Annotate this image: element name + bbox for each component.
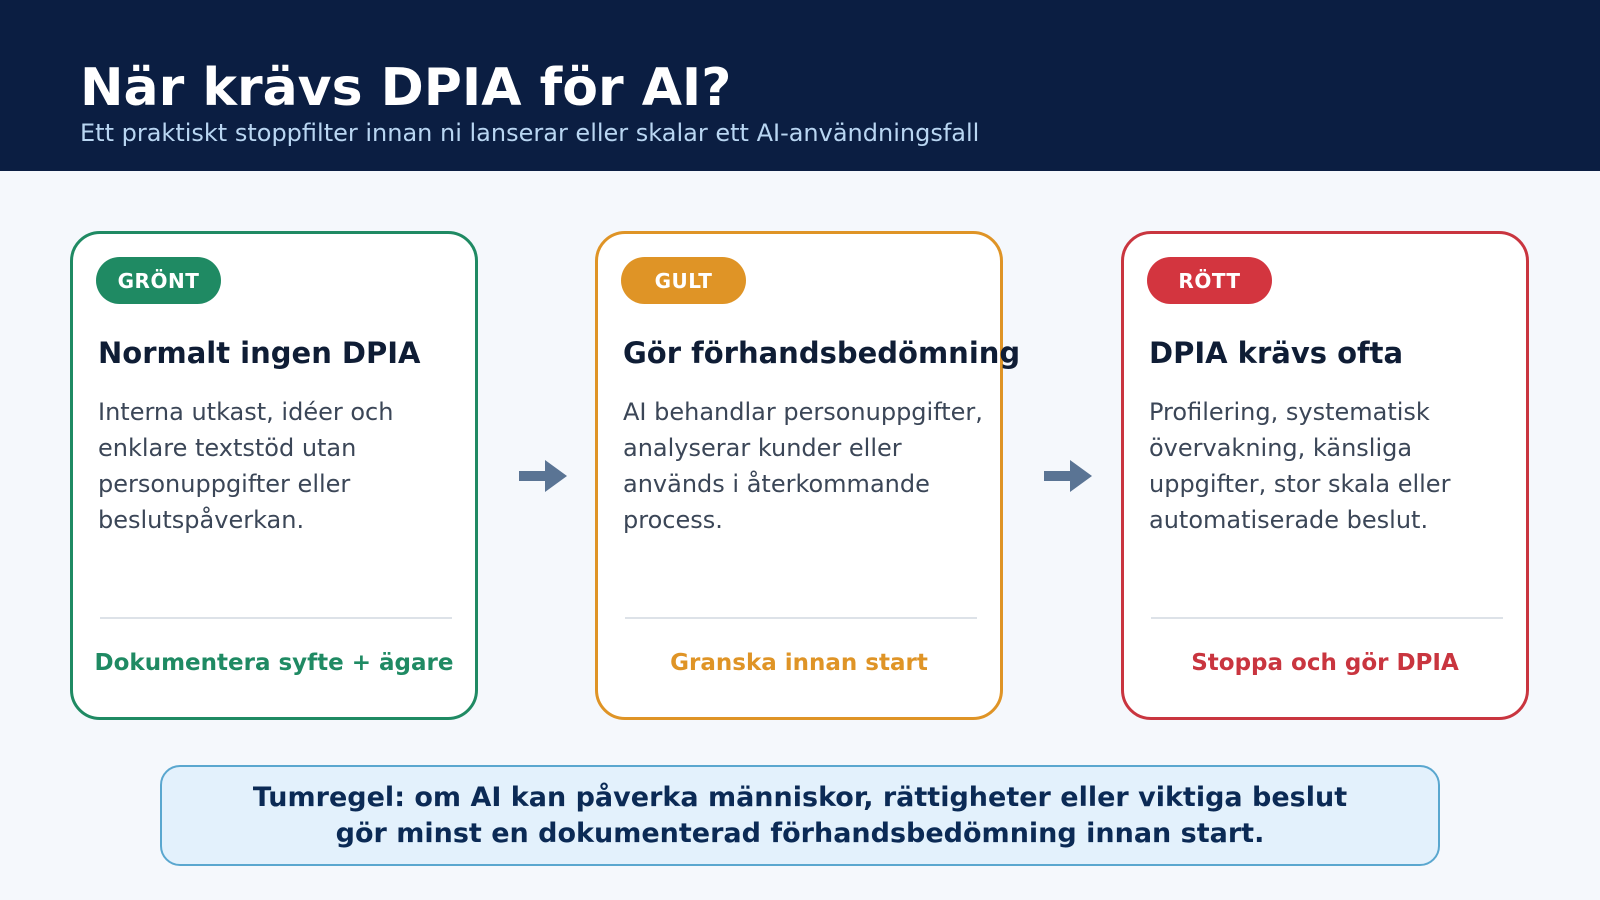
- card-yellow-divider: [625, 617, 977, 619]
- card-green-description: Interna utkast, idéer och enklare textstöd utan personuppgifter eller beslutspåverkan.: [98, 398, 394, 534]
- card-red-description: Profilering, systematisk övervakning, känsliga uppgifter, stor skala eller automatiserade beslut.: [1149, 398, 1451, 534]
- card-red: [1121, 231, 1529, 720]
- rule-of-thumb-line-2: gör minst en dokumenterad förhandsbedömning innan start.: [335, 817, 1265, 849]
- page-subtitle: Ett praktiskt stoppfilter innan ni lanserar eller skalar ett AI-användningsfall: [80, 119, 980, 147]
- card-yellow: [595, 231, 1021, 720]
- card-green-divider: [100, 617, 452, 619]
- card-yellow-title: Gör förhandsbedömning: [623, 336, 1021, 370]
- header-banner: [0, 0, 1600, 171]
- page-title: När krävs DPIA för AI?: [80, 58, 732, 118]
- rule-of-thumb-box: [160, 765, 1440, 866]
- card-yellow-action: Granska innan start: [670, 650, 928, 676]
- badge-yellow: GULT: [621, 257, 746, 304]
- arrow-right-icon: [1044, 460, 1092, 492]
- card-yellow-description: AI behandlar personuppgifter, analyserar kunder eller används i återkommande process.: [623, 398, 983, 534]
- badge-green: GRÖNT: [96, 257, 221, 304]
- card-green-title: Normalt ingen DPIA: [98, 336, 421, 370]
- badge-red: RÖTT: [1147, 257, 1272, 304]
- card-red-divider: [1151, 617, 1503, 619]
- rule-of-thumb-line-1: Tumregel: om AI kan påverka människor, rättigheter eller viktiga beslut: [252, 781, 1348, 813]
- card-green-action: Dokumentera syfte + ägare: [94, 650, 454, 676]
- arrow-right-icon: [519, 460, 567, 492]
- card-red-title: DPIA krävs ofta: [1149, 336, 1404, 370]
- card-red-action: Stoppa och gör DPIA: [1191, 650, 1459, 676]
- card-green: [70, 231, 478, 720]
